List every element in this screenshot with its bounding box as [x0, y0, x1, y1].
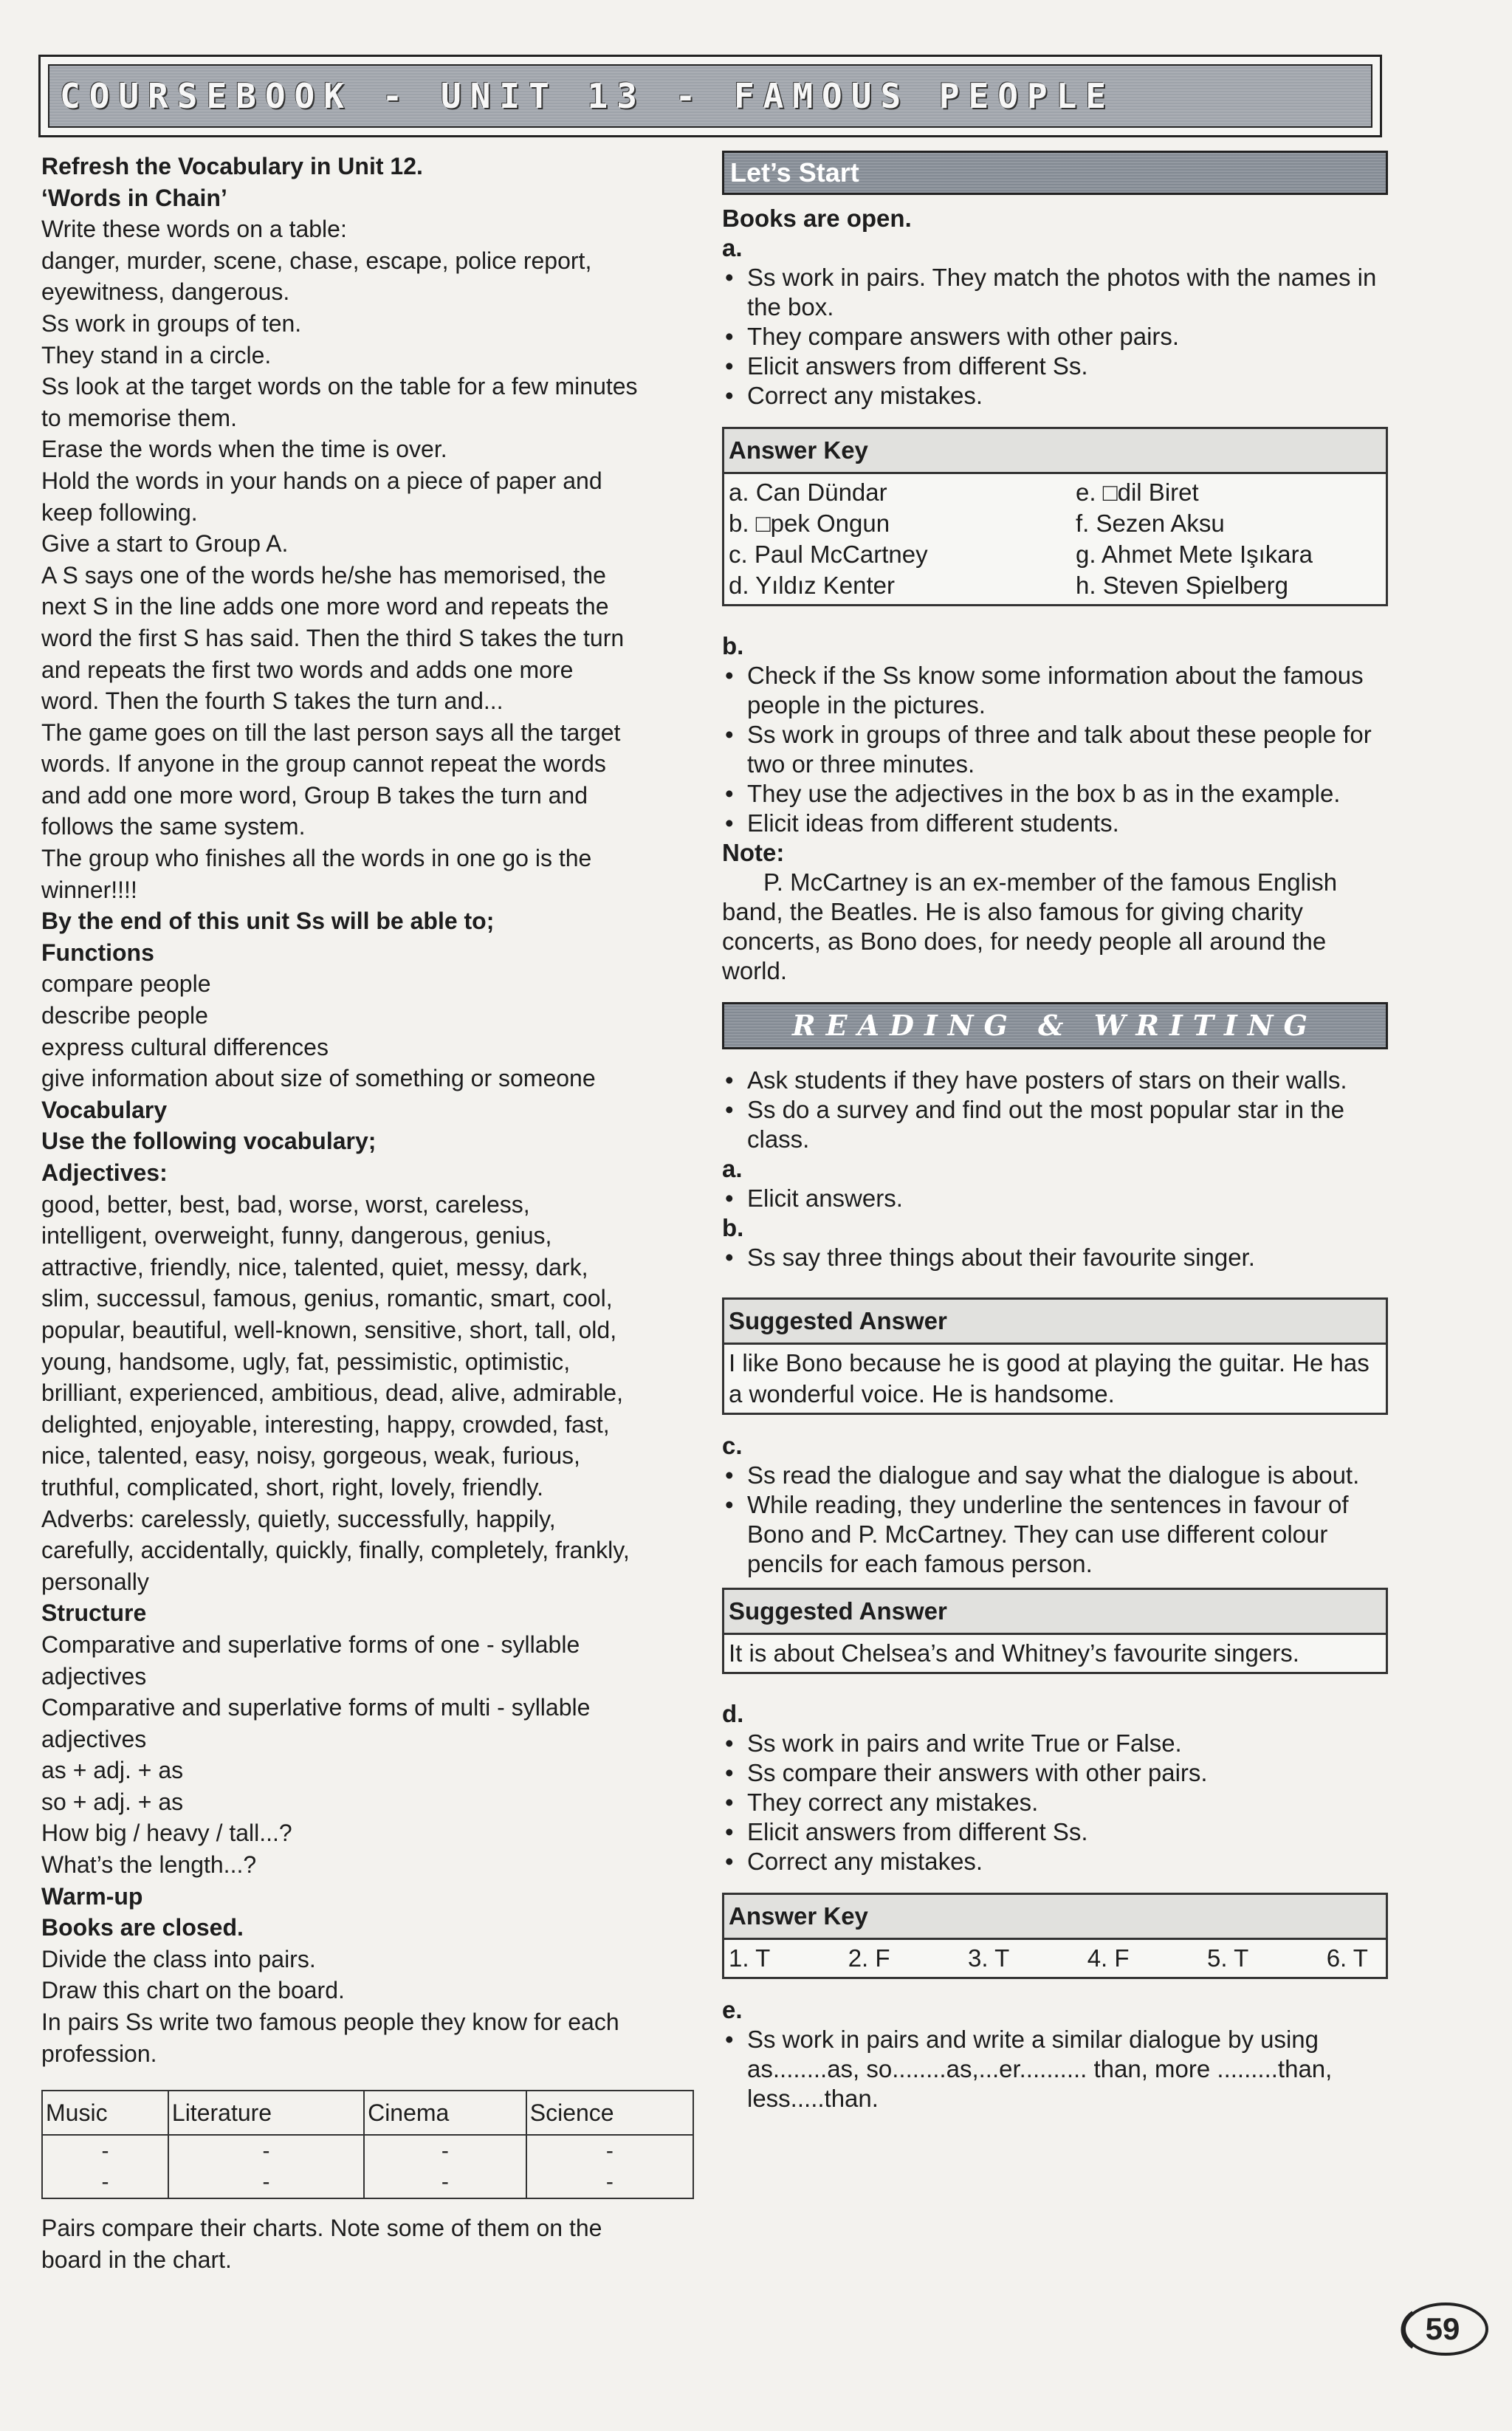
- text-line: word the first S has said. Then the third S takes the turn: [41, 624, 625, 651]
- text-line: Ss look at the target words on the table for a few minutes: [41, 373, 638, 400]
- text-line: attractive, friendly, nice, talented, quiet, messy, dark,: [41, 1253, 588, 1280]
- text-line: Write these words on a table:: [41, 216, 347, 243]
- list-item: • Ss work in groups of three and talk about these people for two or three minutes.: [722, 720, 1388, 779]
- answer-key-item: 5. T: [1207, 1944, 1249, 1972]
- text-line: keep following.: [41, 498, 198, 526]
- suggested-answer-box: [722, 1588, 1388, 1674]
- text-line: express cultural differences: [41, 1033, 329, 1060]
- text-line: Warm-up: [41, 1882, 143, 1910]
- text-line: personally: [41, 1568, 149, 1595]
- text-line: The group who finishes all the words in one go is the: [41, 845, 592, 872]
- books-open: Books are open.: [722, 205, 912, 232]
- suggested-answer-title: Suggested Answer: [724, 1300, 1386, 1345]
- answer-key-item: f. Sezen Aksu: [1076, 510, 1225, 537]
- text-line: adjectives: [41, 1662, 147, 1690]
- chart-header-music: Music: [42, 2091, 168, 2135]
- text-line: Refresh the Vocabulary in Unit 12.: [41, 153, 423, 179]
- text-line: describe people: [41, 1002, 208, 1029]
- list-item: • While reading, they underline the sentences in favour of Bono and P. McCartney. They can use different colour pencils for each famous person.: [722, 1490, 1388, 1579]
- text-line: Give a start to Group A.: [41, 530, 289, 558]
- answer-key-item: 3. T: [968, 1944, 1010, 1972]
- list-item: • Ss work in pairs and write a similar dialogue by using as........as, so........as,...er.......... than, more .........than, less.....than.: [722, 2025, 1388, 2113]
- list-item: • Ss work in pairs. They match the photos with the names in the box.: [722, 263, 1388, 322]
- list-item: • Ss work in pairs and write True or False.: [722, 1729, 1388, 1758]
- unit-banner: [38, 55, 1382, 137]
- suggested-answer-title: Suggested Answer: [724, 1590, 1386, 1635]
- list-item: • Correct any mistakes.: [722, 381, 1388, 411]
- text-line: ‘Words in Chain’: [41, 184, 227, 211]
- text-line: Comparative and superlative forms of multi - syllable: [41, 1694, 591, 1721]
- warmup-chart: [41, 2090, 694, 2199]
- text-line: Comparative and superlative forms of one - syllable: [41, 1631, 580, 1658]
- text-line: carefully, accidentally, quickly, finally, completely, frankly,: [41, 1537, 630, 1564]
- answer-key-item: 4. F: [1087, 1944, 1130, 1972]
- text-line: young, handsome, ugly, fat, pessimistic, optimistic,: [41, 1348, 571, 1375]
- answer-key-title: Answer Key: [724, 1895, 1386, 1940]
- text-line: popular, beautiful, well-known, sensitive, short, tall, old,: [41, 1316, 617, 1343]
- answer-key-item: c. Paul McCartney: [729, 541, 928, 568]
- text-line: Structure: [41, 1599, 147, 1627]
- list-item: • Elicit answers.: [722, 1184, 1388, 1213]
- text-line: A S says one of the words he/she has memorised, the: [41, 561, 606, 589]
- note-label: Note:: [722, 839, 785, 866]
- label-c: c.: [722, 1432, 743, 1459]
- answer-key-item: 2. F: [848, 1944, 890, 1972]
- right-column: [722, 151, 1388, 2113]
- answer-key-item: b. □pek Ongun: [729, 510, 890, 537]
- note-text: P. McCartney is an ex-member of the famous English band, the Beatles. He is also famous for giving charity concerts, as Bono does, for needy people all around the world.: [722, 868, 1338, 984]
- text-line: intelligent, overweight, funny, dangerous, genius,: [41, 1222, 552, 1249]
- text-line: nice, talented, easy, noisy, gorgeous, weak, furious,: [41, 1442, 580, 1470]
- text-line: follows the same system.: [41, 813, 306, 840]
- chart-cell: - -: [42, 2135, 168, 2198]
- answer-key-item: h. Steven Spielberg: [1076, 572, 1289, 599]
- b-bullets: [722, 661, 1388, 838]
- text-line: slim, successul, famous, genius, romantic, smart, cool,: [41, 1285, 613, 1312]
- chart-cell: - -: [526, 2135, 693, 2198]
- answer-key-item: d. Yıldız Kenter: [729, 572, 896, 599]
- text-line: so + adj. + as: [41, 1788, 184, 1815]
- left-column: [41, 151, 691, 2069]
- text-line: to memorise them.: [41, 404, 237, 431]
- suggested-answer-text: I like Bono because he is good at playing the guitar. He has a wonderful voice. He is handsome.: [729, 1349, 1370, 1407]
- suggested-answer-box: [722, 1297, 1388, 1415]
- list-item: • They compare answers with other pairs.: [722, 322, 1388, 352]
- answer-key-item: e. □dil Biret: [1076, 479, 1199, 506]
- list-item: • Ss read the dialogue and say what the dialogue is about.: [722, 1461, 1388, 1490]
- list-item: • Elicit ideas from different students.: [722, 809, 1388, 838]
- text-line: How big / heavy / tall...?: [41, 1820, 292, 1847]
- text-line: Adverbs: carelessly, quietly, successfully, happily,: [41, 1505, 556, 1532]
- answer-key-item: g. Ahmet Mete Işıkara: [1076, 541, 1313, 568]
- text-line: profession.: [41, 2040, 157, 2067]
- label-a: a.: [722, 1155, 743, 1182]
- text-line: good, better, best, bad, worse, worst, careless,: [41, 1190, 530, 1218]
- answer-key-item: 1. T: [729, 1944, 771, 1972]
- text-line: truthful, complicated, short, right, lovely, friendly.: [41, 1473, 543, 1501]
- text-line: and repeats the first two words and adds one more: [41, 656, 574, 683]
- chart-header-cinema: Cinema: [364, 2091, 526, 2135]
- list-item: • Ask students if they have posters of stars on their walls.: [722, 1066, 1388, 1095]
- text-line: In pairs Ss write two famous people they know for each: [41, 2009, 619, 2036]
- text-line: eyewitness, dangerous.: [41, 278, 290, 306]
- chart-header-science: Science: [526, 2091, 693, 2135]
- list-item: • They correct any mistakes.: [722, 1788, 1388, 1817]
- answer-key-title: Answer Key: [724, 429, 1386, 474]
- list-item: • They use the adjectives in the box b as in the example.: [722, 779, 1388, 809]
- list-item: • Ss say three things about their favourite singer.: [722, 1243, 1388, 1272]
- text-line: Adjectives:: [41, 1159, 168, 1186]
- text-line: Draw this chart on the board.: [41, 1977, 345, 2004]
- text-line: as + adj. + as: [41, 1757, 184, 1784]
- label-e: e.: [722, 1996, 743, 2023]
- text-line: Functions: [41, 939, 154, 966]
- text-line: next S in the line adds one more word and repeats the: [41, 593, 609, 620]
- chart-cell: - -: [168, 2135, 364, 2198]
- text-line: danger, murder, scene, chase, escape, police report,: [41, 247, 592, 274]
- a-bullets: [722, 263, 1388, 411]
- text-line: winner!!!!: [41, 876, 137, 903]
- text-line: and add one more word, Group B takes the turn and: [41, 781, 588, 809]
- chart-cell: - -: [364, 2135, 526, 2198]
- text-line: Divide the class into pairs.: [41, 1945, 316, 1972]
- page-number-badge: [1395, 2300, 1490, 2359]
- text-line: The game goes on till the last person says all the target: [41, 719, 621, 746]
- list-item: • Ss do a survey and find out the most popular star in the class.: [722, 1095, 1388, 1154]
- list-item: • Elicit answers from different Ss.: [722, 352, 1388, 381]
- unit-title: COURSEBOOK - UNIT 13 - FAMOUS PEOPLE: [60, 76, 1115, 116]
- text-line: adjectives: [41, 1725, 147, 1752]
- chart-header-literature: Literature: [168, 2091, 364, 2135]
- text-line: delighted, enjoyable, interesting, happy, crowded, fast,: [41, 1410, 610, 1438]
- text-line: Vocabulary: [41, 1096, 168, 1123]
- text-line: They stand in a circle.: [41, 341, 272, 368]
- list-item: • Check if the Ss know some information about the famous people in the pictures.: [722, 661, 1388, 720]
- answer-key-box: [722, 427, 1388, 606]
- answer-key-item: 6. T: [1326, 1944, 1368, 1972]
- text-line: Erase the words when the time is over.: [41, 436, 447, 463]
- text-line: Hold the words in your hands on a piece of paper and: [41, 467, 602, 494]
- list-item: • Ss compare their answers with other pairs.: [722, 1758, 1388, 1788]
- text-line: By the end of this unit Ss will be able to;: [41, 908, 495, 935]
- list-item: • Elicit answers from different Ss.: [722, 1817, 1388, 1847]
- text-line: Books are closed.: [41, 1914, 244, 1941]
- label-b: b.: [722, 632, 744, 659]
- text-line: give information about size of something or someone: [41, 1065, 596, 1092]
- text-line: Use the following vocabulary;: [41, 1128, 377, 1155]
- suggested-answer-text: It is about Chelsea’s and Whitney’s favourite singers.: [729, 1639, 1299, 1667]
- after-chart-text: Pairs compare their charts. Note some of them on the board in the chart.: [41, 2215, 602, 2273]
- text-line: compare people: [41, 970, 211, 998]
- lets-start-header: Let’s Start: [722, 151, 1388, 195]
- answer-key-box: [722, 1893, 1388, 1979]
- text-line: word. Then the fourth S takes the turn and...: [41, 688, 504, 715]
- text-line: Ss work in groups of ten.: [41, 309, 302, 337]
- label-b: b.: [722, 1214, 744, 1241]
- text-line: brilliant, experienced, ambitious, dead, alive, admirable,: [41, 1379, 623, 1407]
- page-number: 59: [1425, 2311, 1460, 2346]
- reading-writing-header: READING & WRITING: [722, 1002, 1388, 1049]
- label-a: a.: [722, 234, 743, 261]
- text-line: words. If anyone in the group cannot repeat the words: [41, 750, 606, 778]
- answer-key-item: a. Can Dündar: [729, 479, 887, 506]
- label-d: d.: [722, 1700, 744, 1727]
- list-item: • Correct any mistakes.: [722, 1847, 1388, 1876]
- text-line: What’s the length...?: [41, 1851, 257, 1879]
